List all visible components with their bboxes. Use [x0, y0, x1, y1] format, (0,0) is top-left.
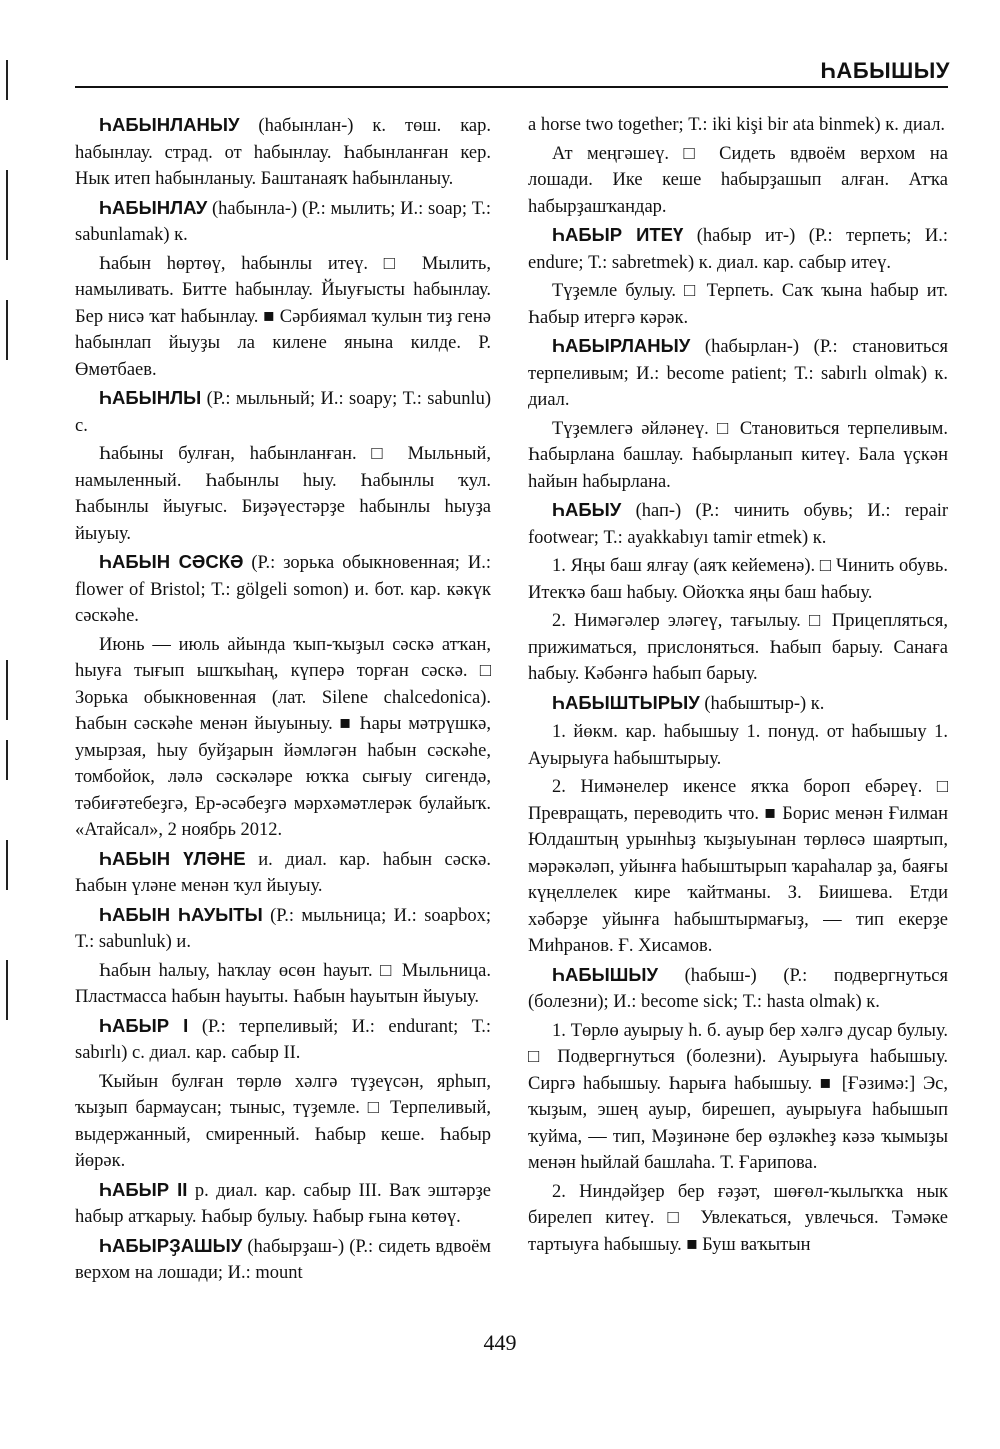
entry-headword: ҺАБЫНЛАУ: [99, 196, 208, 218]
entry-gloss: (Р.: терпеливый; И.: endurant; Т.: sabırlı) с. диал. кар. сабыр II.: [75, 1016, 491, 1063]
entry-gloss: (Р.: мыльница; И.: soapbox; Т.: sabunluk) и.: [75, 905, 491, 952]
dictionary-entry: [75, 902, 491, 956]
dictionary-entry: [528, 497, 948, 551]
entry-headword: ҺАБЫР ИТЕҮ: [552, 224, 684, 245]
entry-gloss: (һап-) (Р.: чинить обувь; И.: repair footwear; Т.: ayakkabıyı tamir etmek) к.: [528, 501, 948, 548]
dictionary-entry: [528, 962, 948, 1016]
entry-definition: 2. Нимәгәлер эләгеү, тағылыу. □ Прицепляться, прижиматься, прислоняться. Һабып барыу. Санаға һабыу. Кәбәнгә һабып барыу.: [528, 611, 948, 684]
dictionary-entry: [528, 690, 948, 718]
binding-mark: [6, 170, 8, 260]
entry-gloss: (Р.: зорька обыкновенная; И.: flower of Bristol; Т.: gölgeli somon) и. бот. кар. кәкүк сәскәһе.: [75, 553, 491, 626]
entry-gloss: и. диал. кар. һабын сәскә. Һабын үләне менән ҡул йыуыу.: [75, 849, 492, 896]
dictionary-entry: [75, 846, 491, 900]
entry-definition: 2. Нимәнелер икенсе яҡҡа бороп ебәреү. □ Превращать, переводить что. ■ Борис менән Ғилман Юлдаштың урынһыҙ ҡыҙыуынан төрлөсә шаяртып, мәрәкәләп, уйынға һабыштырып ҡараһалар ҙа, баяғы күңеллелек кире ҡайтманы. З. Биишева. Етди хәбәрҙе уйынға һабыштырмағыҙ, — тип екерҙе Миһранов. Ғ. Хисамов.: [528, 777, 948, 956]
entry-gloss: (һабынла-) (Р.: мылить; И.: soap; Т.: sabunlamak) к.: [75, 198, 491, 245]
right-column: [528, 112, 948, 1260]
entry-definition: Түҙемлегә әйләнеү. □ Становиться терпеливым. Һабырлана башлау. Һабырланып китеү. Бала үҫкән һайын һабырлана.: [528, 418, 948, 492]
dictionary-entry: [75, 1013, 491, 1067]
entry-definition: Һабыны булған, һабынланған. □ Мыльный, намыленный. Һабынлы һыу. Һабынлы ҡул. Һабынлы йыуғыс. Биҙәүестәрҙе һабынлы һыуҙа йыуыу.: [75, 444, 491, 544]
entry-continuation: a horse two together; Т.: iki kişi bir ata binmek) к. диал.: [528, 115, 946, 135]
left-column: [75, 112, 491, 1289]
dictionary-entry: [75, 112, 491, 193]
entry-headword: ҺАБЫШЫУ: [552, 963, 658, 985]
entry-headword: ҺАБЫРҘАШЫУ: [99, 1234, 243, 1256]
entry-definition: 1. Төрлө ауырыу һ. б. ауыр бер хәлгә дусар булыу. □ Подвергнуться (болезни). Ауырыуға һабышыу. Сиргә һабышыу. Һарыға һабышыу. ■ [Ғәзимә:] Эс, ҡыҙым, эшең ауыр, бирешеп, ауырыуға һабышып ҡуйма, — тип, Мәҙинәне бер өҙләкһеҙ кәзә ҡымыҙы менән һыйлай башлаһа. Т. Ғарипова.: [528, 1020, 948, 1173]
header-rule: [75, 86, 948, 88]
entry-definition: Түҙемле булыу. □ Терпеть. Саҡ ҡына һабыр ит. Һабыр итергә кәрәк.: [528, 281, 948, 328]
entry-definition: Һабын һөртөү, һабынлы итеү. □ Мылить, намыливать. Битте һабынлау. Йыуғысты һабынлау. Бер нисә ҡат һабынлау. ■ Сәрбиямал ҡулын тиҙ генә һабынлап йыуҙы ла килене янына килде. Р. Өмөтбаев.: [75, 253, 491, 380]
running-head: ҺАБЫШЫУ: [820, 58, 950, 83]
page-number: 449: [483, 1330, 517, 1355]
dictionary-entry: [75, 549, 491, 630]
entry-headword: ҺАБЫРЛАНЫУ: [552, 335, 691, 356]
entry-gloss: (һабыш-) (Р.: подвергнуться (болезни); И.: become sick; Т.: hasta olmak) к.: [528, 965, 948, 1012]
binding-mark: [6, 60, 8, 100]
dictionary-entry: [528, 222, 948, 276]
entry-headword: ҺАБЫН СӘСКӘ: [99, 551, 244, 572]
entry-headword: ҺАБЫН ҺАУЫТЫ: [99, 903, 263, 925]
dictionary-entry: [75, 195, 491, 249]
entry-definition: 2. Ниндәйҙер бер ғәҙәт, шөғөл-ҡылыҡҡа нык бирелеп китеү. □ Увлекаться, увлечься. Тәмәке тартыуға һабышыу. ■ Буш ваҡытын: [528, 1181, 948, 1255]
entry-definition: Ат меңгәшеү. □ Сидеть вдвоём верхом на лошади. Ике кеше һабырҙашып алған. Атҡа һабырҙашҡандар.: [528, 143, 948, 217]
entry-gloss: р. диал. кар. сабыр III. Ваҡ эштәрҙе һабыр атҡарыу. Һабыр булыу. Һабыр ғына көтөү.: [75, 1180, 491, 1227]
binding-mark: [6, 300, 8, 360]
entry-gloss: (һабыр ит-) (Р.: терпеть; И.: endure; Т.: sabretmek) к. диал. кар. сабыр итеү.: [528, 226, 948, 273]
binding-mark: [6, 740, 8, 780]
binding-mark: [6, 960, 8, 1020]
dictionary-entry: [528, 333, 948, 414]
entry-headword: ҺАБЫНЛЫ: [99, 387, 202, 408]
dictionary-entry: [75, 1177, 491, 1231]
entry-headword: ҺАБЫР I: [99, 1014, 189, 1036]
entry-definition: Һабын һалыу, һаҡлау өсөн һауыт. □ Мыльница. Пластмасса һабын һауыты. Һабын һауытын йыуыу.: [75, 960, 491, 1007]
entry-headword: ҺАБЫН ҮЛӘНЕ: [99, 847, 246, 869]
dictionary-entry: [75, 1233, 491, 1287]
entry-definition: Июнь — июль айында ҡып-ҡыҙыл сәскә атҡан, һыуға тығып ышҡыһаң, күперә торған сәскә. □ Зорька обыкновенная (лат. Silene chalcedonica). Һабын сәскәһе менән йыуыныу. ■ Һары мәтрүшкә, умырзая, һыу буйҙарын йәмләгән һабын сәскәһе, томбойок, ләлә сәскәләре юҡҡа сығыу сигендә, тәбиғәтебеҙгә, Ер-әсәбеҙгә мәрхәмәтлерәк булайыҡ. «Атайсал», 2 ноябрь 2012.: [75, 634, 491, 840]
entry-gloss: (һабыштыр-) к.: [699, 693, 825, 714]
binding-mark: [6, 660, 8, 720]
entry-gloss: (һабырлан-) (Р.: становиться терпеливым; И.: become patient; Т.: sabırlı olmak) к. диал.: [528, 337, 948, 410]
entry-headword: ҺАБЫР II: [99, 1178, 188, 1200]
entry-definition: Ҡыйын булған төрлө хәлгә түҙеүсән, ярһып, ҡыҙып бармаусан; тыныс, түҙемле. □ Терпеливый, выдержанный, смиренный. Һабыр кеше. Һабыр йөрәк.: [75, 1071, 491, 1171]
dictionary-entry: [75, 385, 491, 439]
entry-gloss: (һабырҙаш-) (Р.: сидеть вдвоём верхом на лошади; И.: mount: [75, 1236, 491, 1283]
binding-mark: [6, 840, 8, 890]
entry-definition: 1. йөкм. кар. һабышыу 1. понуд. от һабышыу 1. Ауырыуға һабыштырыу.: [528, 722, 948, 769]
entry-definition: 1. Яңы баш ялғау (аяҡ кейеменә). □ Чинить обувь. Итекҡә баш һабыу. Ойоҡҡа яңы баш һабыу.: [528, 556, 948, 603]
entry-headword: ҺАБЫНЛАНЫУ: [99, 114, 240, 135]
entry-gloss: (Р.: мыльный; И.: soapy; Т.: sabunlu) с.: [75, 389, 491, 436]
entry-gloss: (һабынлан-) к. төш. кар. һабынлау. страд. от һабынлау. Һабынланған кер. Нык итеп һабынланыу. Баштанаяҡ һабынланыу.: [75, 116, 491, 189]
entry-headword: ҺАБЫУ: [552, 499, 622, 520]
entry-headword: ҺАБЫШТЫРЫУ: [552, 691, 700, 713]
